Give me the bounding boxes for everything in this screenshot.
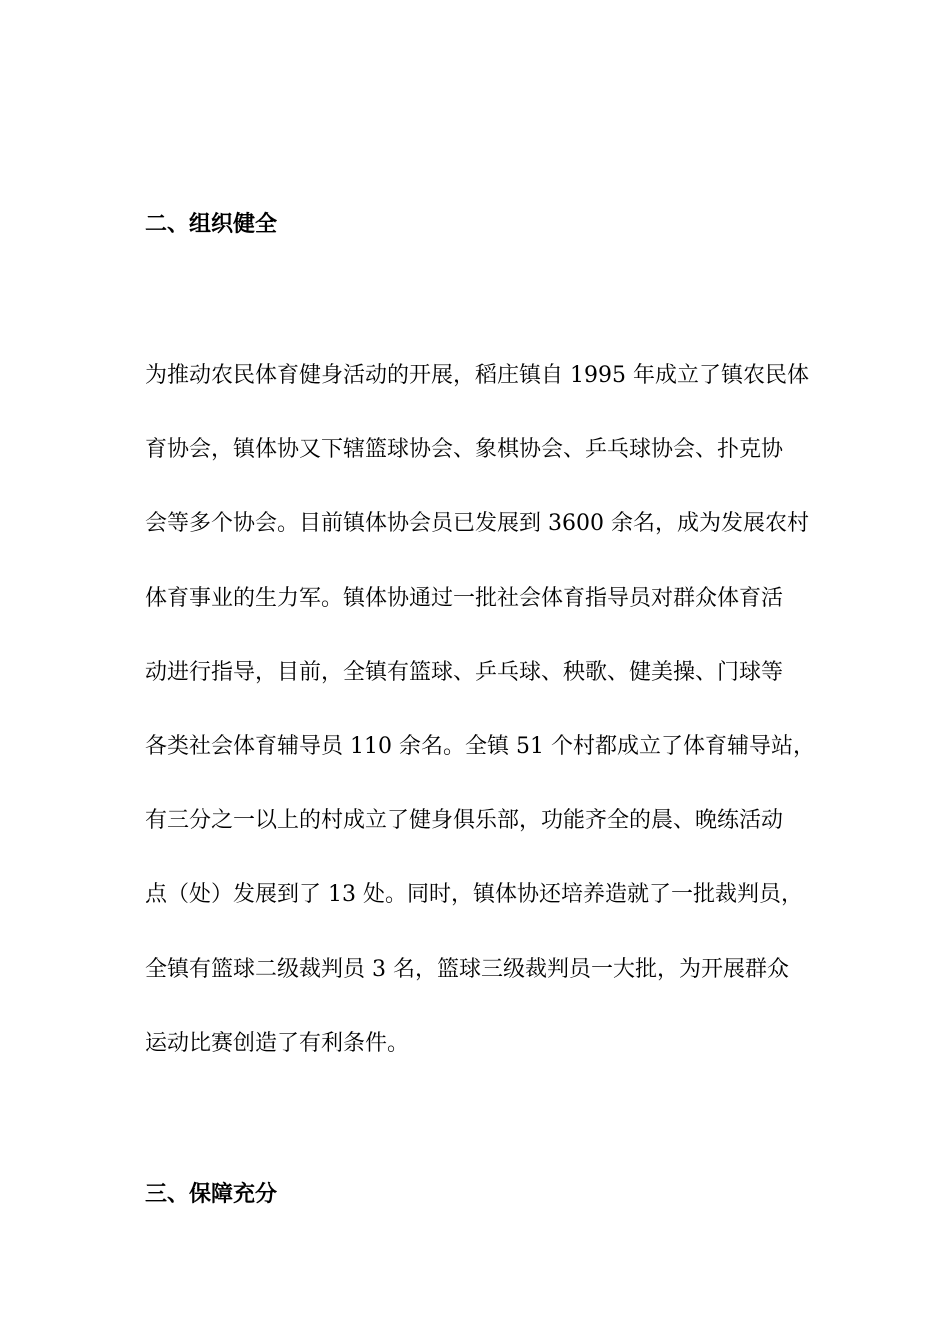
section-two-heading: 二、组织健全 [145, 211, 278, 237]
paragraph-line: 各类社会体育辅导员 110 余名。全镇 51 个村都成立了体育辅导站， [145, 733, 815, 759]
paragraph-line: 点（处）发展到了 13 处。同时，镇体协还培养造就了一批裁判员， [145, 882, 803, 908]
section-three-heading: 三、保障充分 [145, 1181, 278, 1207]
paragraph-line: 有三分之一以上的村成立了健身俱乐部，功能齐全的晨、晚练活动 [145, 808, 784, 834]
paragraph-line: 运动比赛创造了有利条件。 [145, 1030, 410, 1056]
paragraph-line: 体育事业的生力军。镇体协通过一批社会体育指导员对群众体育活 [145, 585, 784, 611]
paragraph-line: 动进行指导，目前，全镇有篮球、乒乓球、秧歌、健美操、门球等 [145, 659, 784, 685]
paragraph-line: 全镇有篮球二级裁判员 3 名，篮球三级裁判员一大批，为开展群众 [145, 956, 789, 982]
paragraph-line: 为推动农民体育健身活动的开展，稻庄镇自 1995 年成立了镇农民体 [145, 363, 809, 388]
paragraph-line: 会等多个协会。目前镇体协会员已发展到 3600 余名，成为发展农村 [145, 511, 809, 537]
paragraph-line: 育协会，镇体协又下辖篮球协会、象棋协会、乒乓球协会、扑克协 [145, 437, 784, 463]
body-paragraph [145, 361, 825, 1103]
